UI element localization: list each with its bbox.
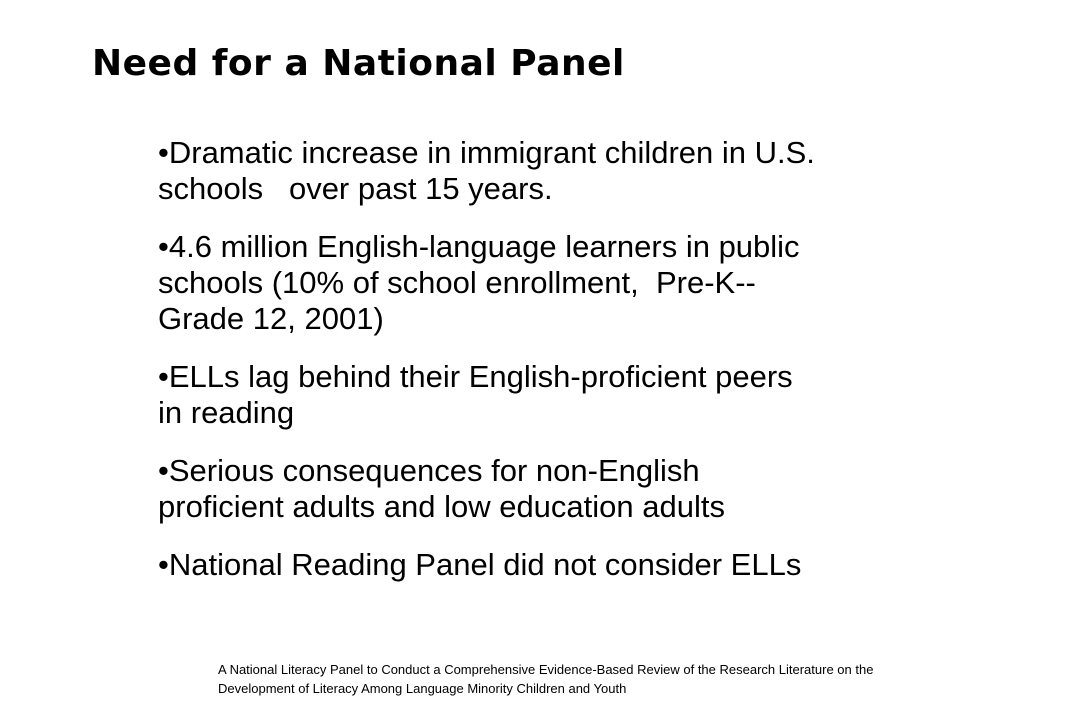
footer-line: Development of Literacy Among Language Minority Children and Youth [218, 681, 627, 696]
bullet-text-line: schools (10% of school enrollment, Pre-K-- [158, 265, 756, 300]
footer-line: A National Literacy Panel to Conduct a Comprehensive Evidence-Based Review of the Research Literature on the [218, 662, 874, 677]
bullet-text-line: proficient adults and low education adults [158, 489, 725, 524]
bullet-item [158, 547, 948, 583]
bullet-text-line: 4.6 million English-language learners in public [168, 229, 800, 264]
bullet-marker: • [158, 229, 169, 264]
bullet-marker: • [158, 135, 169, 170]
slide-footer [218, 660, 978, 698]
bullet-text-line: ELLs lag behind their English-proficient peers [168, 359, 793, 394]
slide-title: Need for a National Panel [92, 43, 625, 84]
bullet-text-line: Serious consequences for non-English [168, 453, 700, 488]
bullet-text-line: Dramatic increase in immigrant children in U.S. [168, 135, 815, 170]
bullet-item [158, 135, 948, 207]
bullet-item [158, 359, 948, 431]
bullet-marker: • [158, 547, 169, 582]
bullet-text-line: in reading [158, 395, 295, 430]
bullet-marker: • [158, 453, 169, 488]
bullet-text-line: Grade 12, 2001) [158, 301, 384, 336]
bullet-list [158, 135, 948, 583]
bullet-text-line: schools over past 15 years. [158, 171, 553, 206]
bullet-item [158, 453, 948, 525]
bullet-item [158, 229, 948, 337]
bullet-marker: • [158, 359, 169, 394]
bullet-text-line: National Reading Panel did not consider ELLs [168, 547, 802, 582]
